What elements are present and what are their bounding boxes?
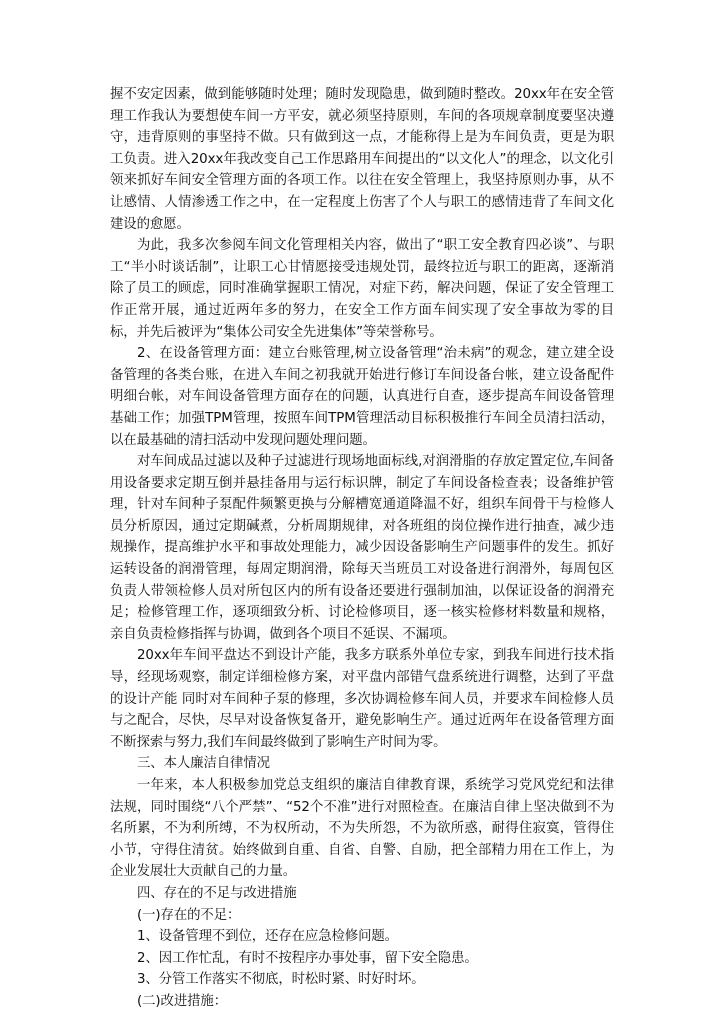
section-heading-integrity: 三、本人廉洁自律情况 xyxy=(137,756,270,772)
list-item-shortcoming-1: 1、设备管理不到位，还存在应急检修问题。 xyxy=(137,929,398,945)
list-item-shortcoming-2: 2、因工作忙乱，有时不按程序办事处事，留下安全隐患。 xyxy=(137,950,478,966)
paragraph-equipment-management: 2、在设备管理方面：建立台账管理,树立设备管理“治未病”的观念，建立建全设备管理的各类台账，在进入车间之初我就开始进行修订车间设备台帐，建立设备配件明细台帐，对车间设备管理方面存在的问题，认真进行自查，逐步提高车间设备管理基础工作；加强TPM管理，按照车间TPM管理活动目标积极推行车间全员清扫活动，以在最基础的清扫活动中发现问题处理问题。 xyxy=(110,346,614,448)
subheading-improvements: (二)改进措施： xyxy=(137,993,227,1009)
section-heading-shortcomings: 四、存在的不足与改进措施 xyxy=(137,885,297,901)
paragraph-equipment-maintenance: 对车间成品过滤以及种子过滤进行现场地面标线,对润滑脂的存放定置定位,车间备用设备要求定期互倒并悬挂备用与运行标识牌，制定了车间设备检查表；设备维护管理，针对车间种子泵配件频繁更换与分解槽宽通道降温不好，组织车间骨干与检修人员分析原因，通过定期碱煮，分析周期规律，对各班组的岗位操作进行抽查，减少违规操作，提高维护水平和事故处理能力，减少因设备影响生产问题事件的发生。抓好运转设备的润滑管理，每周定期润滑，除每天当班员工对设备进行润滑外，每周包区负责人带领检修人员对所包区内的所有设备还要进行强制加油，以保证设备的润滑充足；检修管理工作，逐项细致分析、讨论检修项目，逐一核实检修材料数量和规格，亲自负责检修指挥与协调，做到各个项目不延误、不漏项。 xyxy=(110,454,614,642)
paragraph-safety-education: 为此，我多次参阅车间文化管理相关内容，做出了“职工安全教育四必谈”、与职工“半小时谈话制”，让职工心甘情愿接受违规处罚，最终拉近与职工的距离，逐渐消除了员工的顾虑，同时准确掌握职工情况，对症下药，解决问题，保证了安全管理工作正常开展，通过近两年多的努力，在安全工作方面车间实现了安全事故为零的目标，并先后被评为“集体公司安全先进集体”等荣誉称号。 xyxy=(110,238,614,340)
paragraph-plate-capacity: 20xx年车间平盘达不到设计产能，我多方联系外单位专家，到我车间进行技术指导，经现场观察，制定详细检修方案，对平盘内部错气盘系统进行调整，达到了平盘的设计产能 同时对车间种子泵的修理，多次协调检修车间人员，并要求车间检修人员与之配合，尽快，尽早对设备恢复备开，避免影响生产。通过近两年在设备管理方面不断探索与努力,我们车间最终做到了影响生产时间为零。 xyxy=(110,648,614,750)
list-item-shortcoming-3: 3、分管工作落实不彻底，时松时紧、时好时坏。 xyxy=(137,972,425,988)
paragraph-integrity: 一年来，本人积极参加党总支组织的廉洁自律教育课，系统学习党风党纪和法律法规，同时围绕“八个严禁”、“52个不准”进行对照检查。在廉洁自律上坚决做到不为名所累，不为利所缚，不为权所动，不为失所怨，不为欲所惑，耐得住寂寞，管得住小节，守得住清贫。始终做到自重、自省、自警、自励，把全部精力用在工作上，为企业发展壮大贡献自己的力量。 xyxy=(110,778,614,880)
document-body xyxy=(110,84,614,1013)
paragraph-safety-principles: 握不安定因素，做到能够随时处理；随时发现隐患，做到随时整改。20xx年在安全管理工作我认为要想使车间一方平安，就必须坚持原则，车间的各项规章制度要坚决遵守，违背原则的事坚持不做。只有做到这一点，才能称得上是为车间负责，更是为职工负责。进入20xx年我改变自己工作思路用车间提出的“以文化人”的理念，以文化引领来抓好车间安全管理方面的各项工作。以往在安全管理上，我坚持原则办事，从不让感情、人情渗透工作之中，在一定程度上伤害了个人与职工的感情违背了车间文化建设的愈愿。 xyxy=(110,87,614,232)
subheading-shortcomings: (一)存在的不足： xyxy=(137,907,241,923)
